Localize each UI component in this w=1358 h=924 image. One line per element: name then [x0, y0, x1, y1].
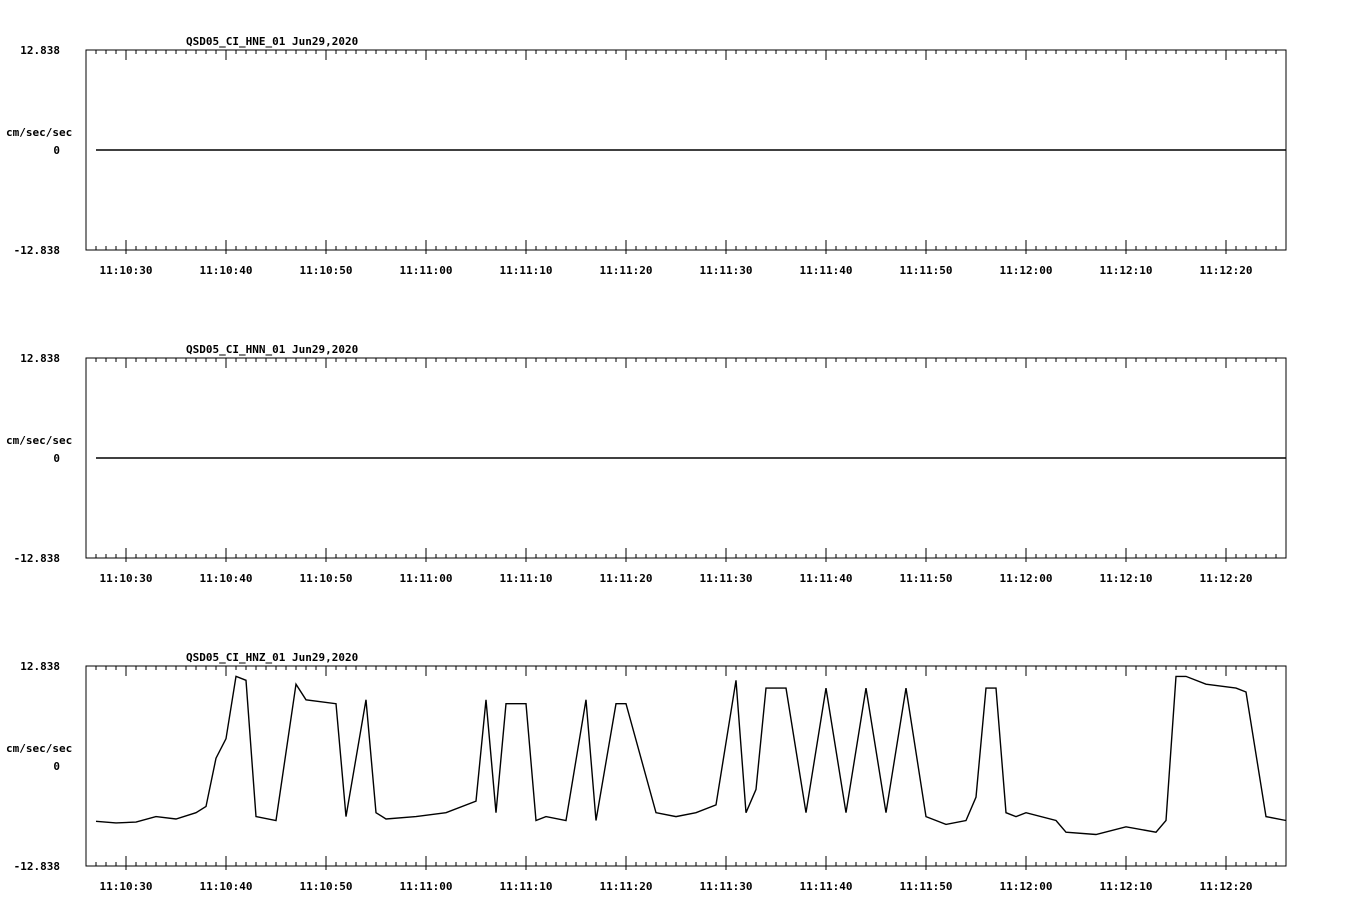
x-tick-label: 11:11:50	[899, 264, 953, 277]
x-tick-label: 11:12:00	[999, 572, 1053, 585]
x-tick-label: 11:11:30	[699, 572, 753, 585]
x-tick-label: 11:10:40	[199, 880, 253, 893]
panel-title: QSD05_CI_HNN_01 Jun29,2020	[186, 343, 359, 356]
panel-title: QSD05_CI_HNZ_01 Jun29,2020	[186, 651, 359, 664]
x-tick-label: 11:11:20	[599, 572, 653, 585]
x-tick-label: 11:11:00	[399, 572, 453, 585]
x-tick-label: 11:12:00	[999, 264, 1053, 277]
y-tick-label: 0	[53, 144, 60, 157]
x-tick-label: 11:11:00	[399, 880, 453, 893]
x-tick-label: 11:12:10	[1099, 880, 1153, 893]
x-tick-label: 11:10:40	[199, 572, 253, 585]
x-tick-label: 11:10:30	[99, 264, 153, 277]
x-tick-label: 11:10:50	[299, 264, 353, 277]
y-tick-label: 12.838	[20, 660, 60, 673]
x-tick-label: 11:11:20	[599, 264, 653, 277]
x-tick-label: 11:11:10	[499, 264, 553, 277]
y-tick-label: 12.838	[20, 44, 60, 57]
x-tick-label: 11:10:50	[299, 572, 353, 585]
plot-frame	[86, 666, 1286, 866]
x-tick-label: 11:12:10	[1099, 264, 1153, 277]
x-tick-label: 11:11:10	[499, 880, 553, 893]
hne-panel	[6, 35, 1286, 277]
y-axis-label: cm/sec/sec	[6, 126, 73, 139]
y-tick-label: -12.838	[13, 860, 60, 873]
x-tick-label: 11:10:30	[99, 572, 153, 585]
panel-title: QSD05_CI_HNE_01 Jun29,2020	[186, 35, 359, 48]
x-tick-label: 11:11:40	[799, 880, 853, 893]
x-tick-label: 11:11:40	[799, 572, 853, 585]
x-tick-label: 11:11:50	[899, 572, 953, 585]
x-tick-label: 11:11:00	[399, 264, 453, 277]
x-tick-label: 11:12:20	[1199, 880, 1253, 893]
y-axis-label: cm/sec/sec	[6, 742, 73, 755]
y-tick-label: -12.838	[13, 244, 60, 257]
y-tick-label: 0	[53, 452, 60, 465]
x-tick-label: 11:10:30	[99, 880, 153, 893]
x-tick-label: 11:11:10	[499, 572, 553, 585]
hnz-panel	[6, 651, 1286, 893]
x-tick-label: 11:11:50	[899, 880, 953, 893]
y-tick-label: 12.838	[20, 352, 60, 365]
x-tick-label: 11:11:40	[799, 264, 853, 277]
hnn-panel	[6, 343, 1286, 585]
y-axis-label: cm/sec/sec	[6, 434, 73, 447]
x-tick-label: 11:12:20	[1199, 572, 1253, 585]
x-tick-label: 11:12:20	[1199, 264, 1253, 277]
x-tick-label: 11:10:40	[199, 264, 253, 277]
y-tick-label: -12.838	[13, 552, 60, 565]
x-tick-label: 11:11:30	[699, 880, 753, 893]
x-tick-label: 11:12:00	[999, 880, 1053, 893]
y-tick-label: 0	[53, 760, 60, 773]
series-trace	[96, 676, 1286, 834]
x-tick-label: 11:11:20	[599, 880, 653, 893]
x-tick-label: 11:11:30	[699, 264, 753, 277]
x-tick-label: 11:10:50	[299, 880, 353, 893]
x-tick-label: 11:12:10	[1099, 572, 1153, 585]
